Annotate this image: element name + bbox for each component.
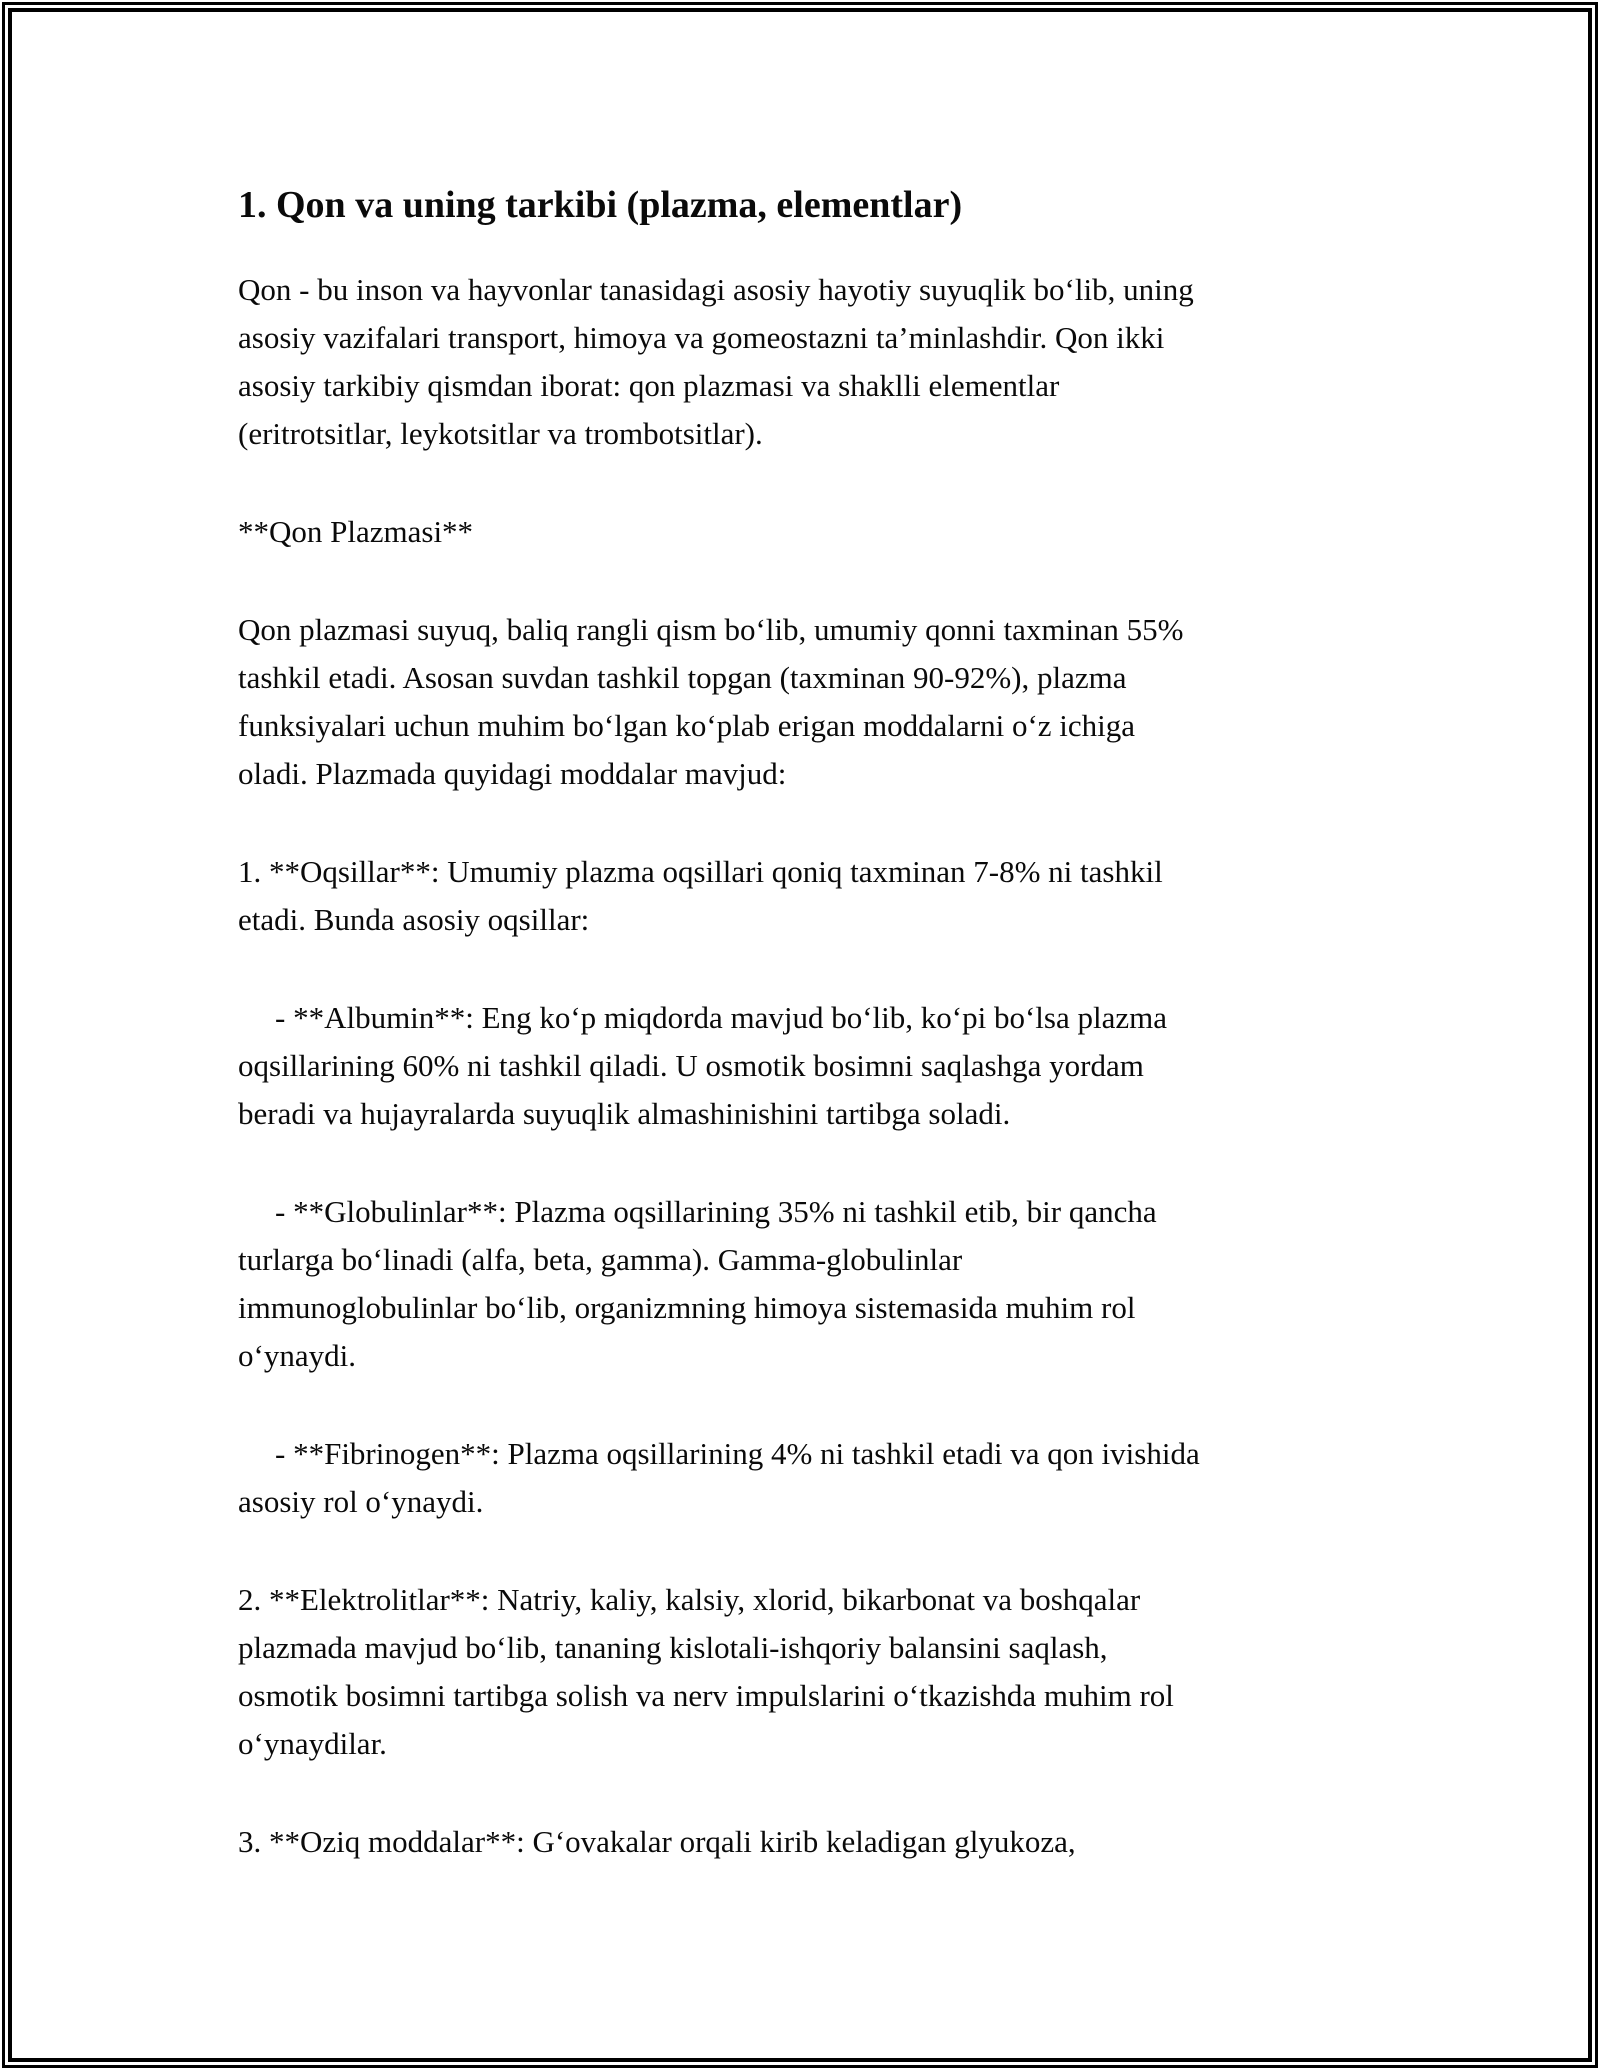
paragraph: Qon plazmasi suyuq, baliq rangli qism bo‘lib, umumiy qonni taxminan 55% tashkil etadi. Asosan suvdan tashkil topgan (taxminan 90-92%), plazma funksiyalari uchun muhim bo‘lgan ko‘plab erigan moddalarni o‘z ichiga oladi. Plazmada quyidagi moddalar mavjud: <box>238 612 1184 791</box>
paragraph: 2. **Elektrolitlar**: Natriy, kaliy, kalsiy, xlorid, bikarbonat va boshqalar plazmada mavjud bo‘lib, tananing kislotali-ishqoriy balansini saqlash, osmotik bosimni tartibga solish va nerv impulslarini o‘tkazishda muhim rol o‘ynaydilar. <box>238 1582 1174 1761</box>
paragraph: **Qon Plazmasi** <box>238 514 474 549</box>
document-body <box>238 266 1418 1866</box>
page-content <box>238 178 1418 1916</box>
paragraph: - **Fibrinogen**: Plazma oqsillarining 4% ni tashkil etadi va qon ivishida asosiy rol o‘ynaydi. <box>238 1436 1200 1519</box>
paragraph: - **Globulinlar**: Plazma oqsillarining 35% ni tashkil etib, bir qancha turlarga bo‘linadi (alfa, beta, gamma). Gamma-globulinlar immunoglobulinlar bo‘lib, organizmning himoya sistemasida muhim rol o‘ynaydi. <box>238 1194 1157 1373</box>
paragraph: 1. **Oqsillar**: Umumiy plazma oqsillari qoniq taxminan 7-8% ni tashkil etadi. Bunda asosiy oqsillar: <box>238 854 1163 937</box>
paragraph: Qon - bu inson va hayvonlar tanasidagi asosiy hayotiy suyuqlik bo‘lib, uning asosiy vazifalari transport, himoya va gomeostazni ta’minlashdir. Qon ikki asosiy tarkibiy qismdan iborat: qon plazmasi va shaklli elementlar (eritrotsitlar, leykotsitlar va trombotsitlar). <box>238 272 1194 451</box>
paragraph: - **Albumin**: Eng ko‘p miqdorda mavjud bo‘lib, ko‘pi bo‘lsa plazma oqsillarining 60% ni tashkil qiladi. U osmotik bosimni saqlashga yordam beradi va hujayralarda suyuqlik almashinishini tartibga soladi. <box>238 1000 1167 1131</box>
document-title: 1. Qon va uning tarkibi (plazma, elementlar) <box>238 184 963 226</box>
paragraph: 3. **Oziq moddalar**: G‘ovakalar orqali kirib keladigan glyukoza, <box>238 1824 1076 1859</box>
